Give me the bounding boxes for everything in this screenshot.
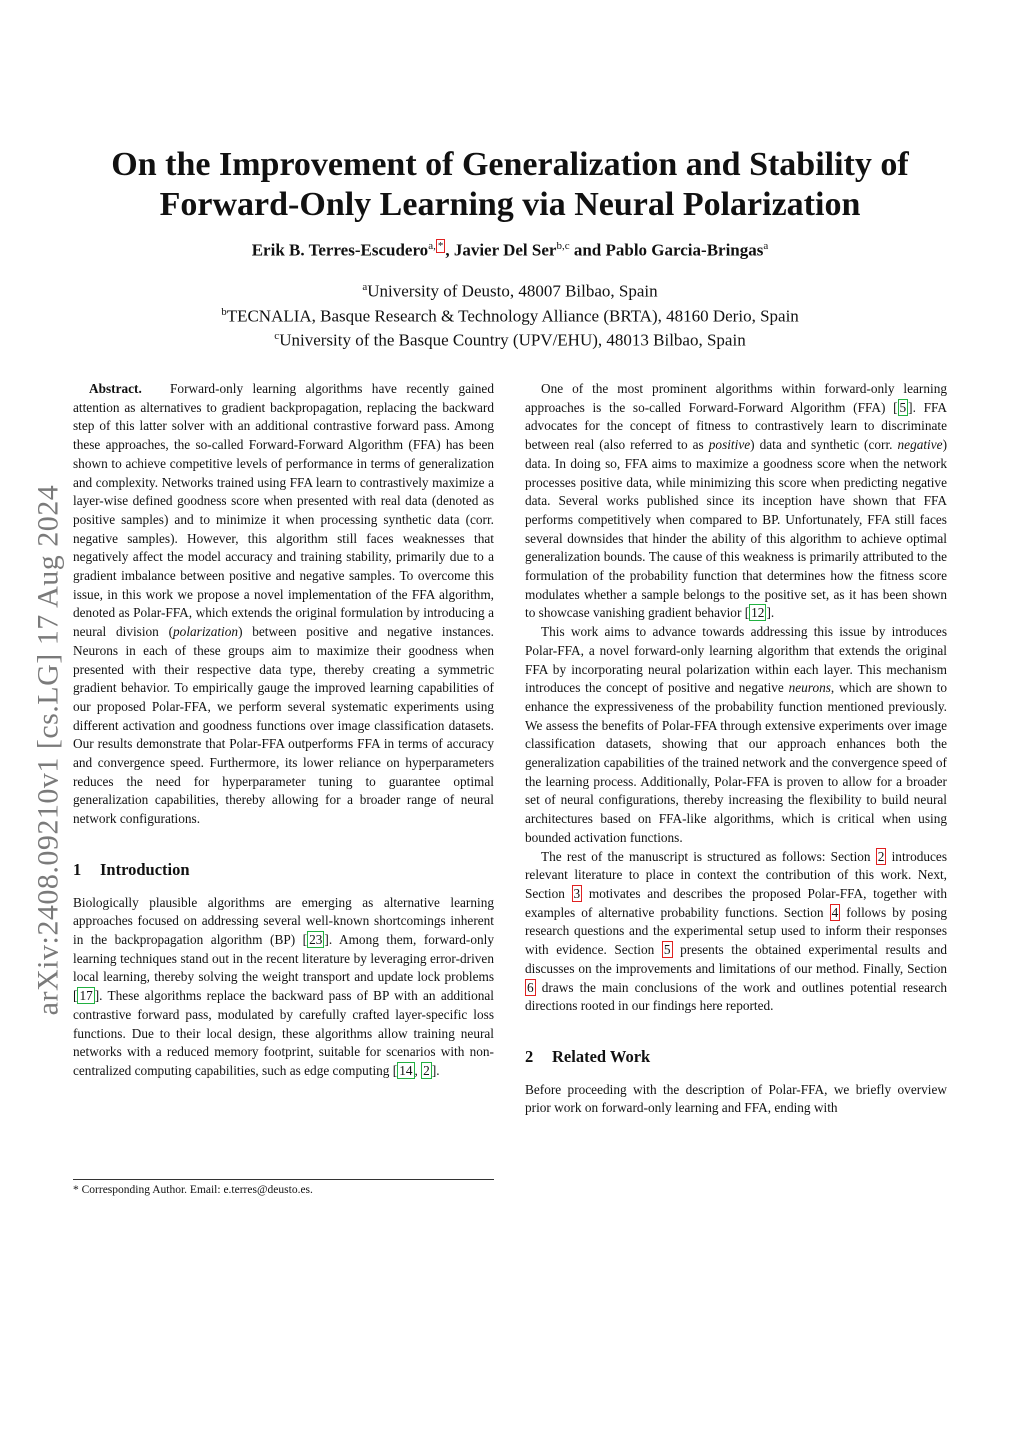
section-heading-related-work: 2 Related Work bbox=[525, 1046, 651, 1066]
citation-link[interactable]: 12 bbox=[751, 605, 765, 621]
paper-title: On the Improvement of Generalization and Stability of Forward-Only Learning via Neural Polarization bbox=[111, 146, 909, 223]
affiliation-a: $^a$University of Deusto, 48007 Bilbao, Spain bbox=[362, 281, 658, 301]
related-work-paragraph: Before proceeding with the description of Polar-FFA, we briefly overview prior work on forward-only learning and FFA, ending with bbox=[525, 1081, 947, 1116]
section-link[interactable]: 4 bbox=[831, 904, 839, 920]
abstract: Abstract. Forward-only learning algorithms have recently gained attention as alternatives to gradient backpropagation, replacing the backward step of this latter solver with an additional contrastive forward pass. Among these approaches, the so-called Forward-Forward Algorithm (FFA) has been shown to achieve competitive levels of performance in terms of generalization and complexity. Networks trained using FFA learn to contrastively maximize a layer-wise defined goodness score when presented with real data (denoted as positive samples) and to minimize it when processing synthetic data (corr. negative samples). However, this algorithm still faces weaknesses that negatively affect the model accuracy and training stability, primarily due to a gradient imbalance between positive and negative samples. To overcome this issue, in this work we propose a novel implementation of the FFA algorithm, denoted as Polar-FFA, which extends the original formulation by introducing a neural division (polarization) between positive and negative instances. Neurons in each of these groups aim to maximize their goodness when presented with their respective data type, thereby creating a symmetric gradient behavior. To empirically gauge the improved learning capabilities of our proposed Polar-FFA, we perform several systematic experiments using different activation and goodness functions over image classification datasets. Our results demonstrate that Polar-FFA outperforms FFA in terms of accuracy and convergence speed. Furthermore, its lower reliance on hyperparameters reduces the need for hyperparameter tuning to guarantee optimal generalization capabilities, thereby allowing for a broader range of neural network configurations. bbox=[73, 381, 494, 827]
intro-paragraph-polar-ffa: This work aims to advance towards addressing this issue by introduces Polar-FFA, a novel forward-only learning algorithm that extends the original FFA by incorporating neural polarization within each layer. This mechanism introduces the concept of positive and negative neurons, which are shown to enhance the expressiveness of the probability function mentioned previously. We assess the benefits of Polar-FFA through extensive experiments over image classification datasets, showing that our approach enhances both the generalization capabilities of the trained network and the convergence speed of the learning process. Additionally, Polar-FFA is proven to allow for a broader set of neural configurations, thereby increasing the flexibility to build neural architectures based on FFA-like algorithms, which is critical when using bounded activation functions. bbox=[525, 624, 947, 845]
affiliations bbox=[60, 277, 960, 351]
citation-link[interactable]: 23 bbox=[309, 931, 323, 947]
section-heading-introduction: 1 Introduction bbox=[73, 859, 190, 879]
section-link[interactable]: 3 bbox=[573, 885, 581, 901]
left-column bbox=[73, 380, 494, 1081]
intro-paragraph-ffa: One of the most prominent algorithms within forward-only learning approaches is the so-called Forward-Forward Algorithm (FFA) [ 5 ]. FFA advocates for the concept of fitness to contrastively learn to discriminate between real (also referred to as positive) data and synthetic (corr. negative) data. In doing so, FFA aims to maximize a goodness score when the network processes positive data, while minimizing this score when predicting negative data. Several works published since its inception have shown that FFA performs competitively when compared to BP. Unfortunately, FFA still faces several downsides that hinder the ability of this algorithm to achieve optimal generalization bounds. The cause of this weakness is primarily attributed to the formulation of the probability function that determines how the fitness score modulates whether a sample belongs to the positive set, as it has been shown to showcase vanishing gradient behavior [ 12 ]. bbox=[525, 381, 948, 621]
introduction-paragraph: Biologically plausible algorithms are emerging as alternative learning approaches focused on addressing several well-known shortcomings inherent in the backpropagation algorithm (BP) [ 23 ]. Among them, forward-only learning techniques stand out in the recent literature by leveraging error-driven local learning, thereby solving the weight transport and update lock problems [ 17 ]. These algorithms replace the backward pass of BP with an additional contrastive forward pass, modulated by carefully crafted layer-specific loss functions. Due to their local design, these algorithms allow training neural networks with a reduced memory footprint, suitable for scenarios with non-centralized computing capabilities, such as edge computing [ 14 , 2 ]. bbox=[73, 894, 494, 1078]
section-link[interactable]: 6 bbox=[527, 979, 534, 995]
right-column bbox=[525, 380, 947, 1118]
intro-paragraph-structure: The rest of the manuscript is structured as follows: Section 2 introduces relevant literature to place in context the contribution of this work. Next, Section 3 motivates and describes the proposed Polar-FFA, together with examples of alternative probability functions. Section 4 follows by posing research questions and the experimental setup used to inform their responses with evidence. Section 5 presents the obtained experimental results and discusses on the improvements and limitations of our method. Finally, Section 6 draws the main conclusions of the work and outlines potential research directions rooted in our findings here reported. bbox=[525, 848, 947, 1014]
citation-link[interactable]: 17 bbox=[79, 988, 93, 1004]
citation-link[interactable]: 14 bbox=[399, 1062, 413, 1078]
arxiv-stamp bbox=[28, 440, 68, 1060]
author-line: Erik B. Terres-Escudero$^{a, *}$ , Javier Del Ser$^{b,c}$ and Pablo Garcia-Bringas$^a$ bbox=[251, 240, 769, 260]
citation-link[interactable]: 2 bbox=[423, 1062, 430, 1078]
citation-link[interactable]: 5 bbox=[899, 399, 907, 415]
affiliation-c: $^c$University of the Basque Country (UPV/EHU), 48013 Bilbao, Spain bbox=[274, 330, 746, 350]
footnote: * Corresponding Author. Email: e.terres@deusto.es. bbox=[73, 1184, 313, 1196]
author-1: Erik B. Terres-Escudero bbox=[251, 240, 429, 260]
affiliation-b: $^b$TECNALIA, Basque Research & Technology Alliance (BRTA), 48160 Derio, Spain bbox=[221, 305, 799, 326]
section-link[interactable]: 2 bbox=[877, 848, 885, 864]
footnote-rule bbox=[73, 1179, 494, 1180]
arxiv-stamp-text: arXiv:2408.09210v1 [cs.LG] 17 Aug 2024 bbox=[31, 484, 64, 1016]
corresponding-author-mark[interactable]: * bbox=[437, 240, 444, 252]
abstract-label: Abstract. bbox=[89, 381, 142, 396]
section-link[interactable]: 5 bbox=[663, 942, 671, 958]
